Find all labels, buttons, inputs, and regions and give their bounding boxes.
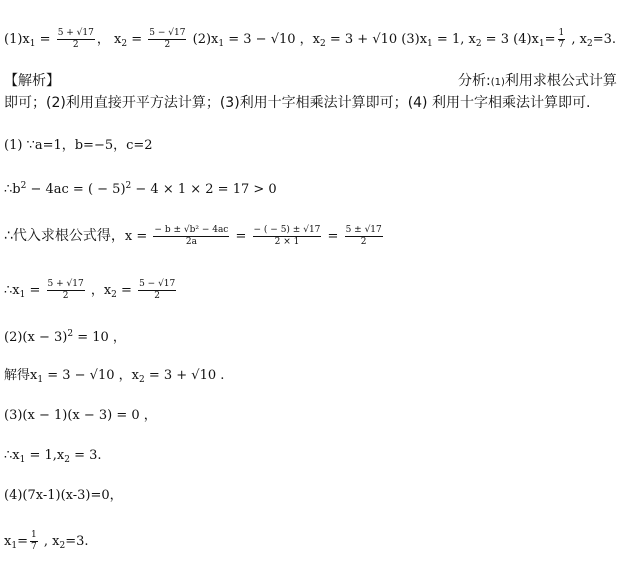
x1-denominator: 2 [72, 40, 79, 50]
s6-sub1: 1 [37, 375, 44, 385]
x1-label: x [22, 32, 30, 47]
s6-a: 解得x [4, 368, 38, 383]
analysis-p3-text: 利用十字相乘法计算即可； [239, 95, 408, 111]
s3-f1-den: 2a [185, 237, 197, 247]
p3-rest2: = 3 [481, 32, 509, 47]
solution-step-6 [4, 367, 224, 389]
x2-subscript: 2 [121, 39, 128, 49]
s2-b: − 4ac = ( − 5) [26, 182, 126, 197]
solution-step-8 [4, 447, 102, 469]
s2-sup1: 2 [20, 181, 27, 191]
s3-eq1: = [231, 229, 251, 244]
solution-step-3 [4, 225, 385, 248]
x1-numerator: 5 + √17 [57, 28, 94, 38]
s2-c: − 4 × 1 × 2 = 17 > 0 [131, 182, 277, 197]
p3-sub2: 2 [475, 39, 482, 49]
s10-fraction [30, 530, 38, 553]
p4-fraction [558, 28, 566, 51]
solution-step-9: (4)(7x-1)(x-3)=0， [4, 488, 123, 503]
x2-fraction [148, 28, 186, 51]
p2-rest1: = 3 − √10 ，x [224, 32, 320, 47]
x2-label: x [114, 32, 122, 47]
solution-step-4 [4, 279, 178, 304]
p4-eq: = [544, 32, 556, 47]
answer-part-3: (3)x [401, 32, 428, 47]
analysis-row2 [4, 94, 590, 112]
s6-c: = 3 + √10 . [144, 368, 225, 383]
s10-b: , x [39, 534, 60, 549]
p4-sub2: 2 [586, 39, 593, 49]
s8-b: = 1,x [25, 448, 65, 463]
s4-f1-num: 5 + √17 [47, 279, 84, 289]
x1-subscript: 1 [29, 39, 36, 49]
solution-step-7: (3)(x − 1)(x − 3) = 0 ， [4, 408, 157, 423]
s3-f3-num: 5 ± √17 [345, 225, 382, 235]
x1-fraction [57, 28, 95, 51]
s2-a: ∴b [4, 182, 21, 197]
p3-rest1: = 1, x [432, 32, 476, 47]
p4-rest: , x [567, 32, 587, 47]
s3-f3-den: 2 [360, 237, 367, 247]
s3-x: x = [124, 229, 152, 244]
analysis-header: 【解析】 [4, 73, 60, 89]
equals-sign: = [39, 32, 51, 47]
analysis-p2-num: (2) [46, 95, 66, 111]
s8-a: ∴x [4, 448, 20, 463]
s5-a: (2)(x − 3) [4, 330, 68, 345]
s10-c: =3. [65, 534, 89, 549]
p2-sub1: 1 [218, 39, 225, 49]
analysis-p1-num: (1) [490, 77, 505, 88]
solution-step-10 [4, 530, 88, 555]
analysis-label: 分析: [458, 73, 491, 89]
equals-sign: = [131, 32, 143, 47]
s3-fraction-1 [153, 225, 229, 248]
x2-denominator: 2 [164, 40, 171, 50]
analysis-p1-text: 利用求根公式计算 [504, 73, 617, 89]
solution-step-2 [4, 177, 277, 199]
s4-eq: = [25, 283, 45, 298]
s6-b: = 3 − √10 ，x [43, 368, 139, 383]
solution-step-1: (1) ∵a=1，b=−5，c=2 [4, 138, 153, 153]
s5-b: = 10 ， [73, 330, 126, 345]
s3-a: ∴代入求根公式得， [4, 228, 125, 244]
s3-fraction-2 [253, 225, 322, 248]
s4-a: ∴x [4, 283, 20, 298]
p4-end: =3. [592, 32, 617, 47]
answer-part-1-label: (1) [4, 32, 23, 47]
comma: ， [96, 32, 110, 47]
s2-sup2: 2 [125, 181, 132, 191]
answer-line [4, 28, 616, 53]
s10-sub1: 1 [11, 541, 18, 551]
s4-comma: ，x [86, 283, 112, 298]
s3-f2-num: − ( − 5) ± √17 [253, 225, 321, 235]
p4-numerator: 1 [558, 28, 565, 38]
analysis-p3-num: (3) [219, 95, 240, 111]
p4-sub1: 1 [538, 39, 545, 49]
analysis-p2-text: 利用直接开平方法计算； [65, 95, 220, 111]
s4-sub2: 2 [111, 290, 117, 300]
s10-den: 7 [30, 542, 37, 552]
s8-c: = 3. [69, 448, 102, 463]
s4-eq2: = [116, 283, 137, 298]
s4-fraction-1 [47, 279, 85, 302]
s10-eq: = [17, 534, 28, 549]
s8-sub2: 2 [64, 455, 70, 465]
s4-sub1: 1 [19, 290, 26, 300]
s3-f1-num: − b ± √b² − 4ac [154, 225, 229, 235]
s8-sub1: 1 [19, 455, 26, 465]
s3-f2-den: 2 × 1 [274, 237, 300, 247]
s4-f2-den: 2 [154, 291, 161, 301]
s3-eq2: = [323, 229, 343, 244]
p3-sub1: 1 [427, 39, 433, 49]
s10-a: x [4, 534, 12, 549]
s6-sub2: 2 [138, 375, 145, 385]
answer-part-2: (2)x [192, 32, 219, 47]
s4-f1-den: 2 [62, 291, 69, 301]
analysis-p4-text: 利用十字相乘法计算即可. [427, 95, 591, 111]
answer-part-4: (4)x [513, 32, 539, 47]
analysis-row1-right [458, 72, 617, 92]
s3-fraction-3 [345, 225, 383, 248]
analysis-p4-num: (4) [407, 95, 428, 111]
s10-sub2: 2 [59, 541, 66, 551]
s4-fraction-2 [138, 279, 176, 302]
analysis-line2-a: 即可； [4, 95, 46, 111]
s10-num: 1 [30, 530, 37, 540]
s5-sup: 2 [67, 329, 74, 339]
p4-denominator: 7 [558, 40, 565, 50]
s4-f2-num: 5 − √17 [139, 279, 176, 289]
p2-sub2: 2 [320, 39, 326, 49]
solution-step-5 [4, 325, 126, 347]
p2-rest2: = 3 + √10 [325, 32, 398, 47]
x2-numerator: 5 − √17 [149, 28, 186, 38]
